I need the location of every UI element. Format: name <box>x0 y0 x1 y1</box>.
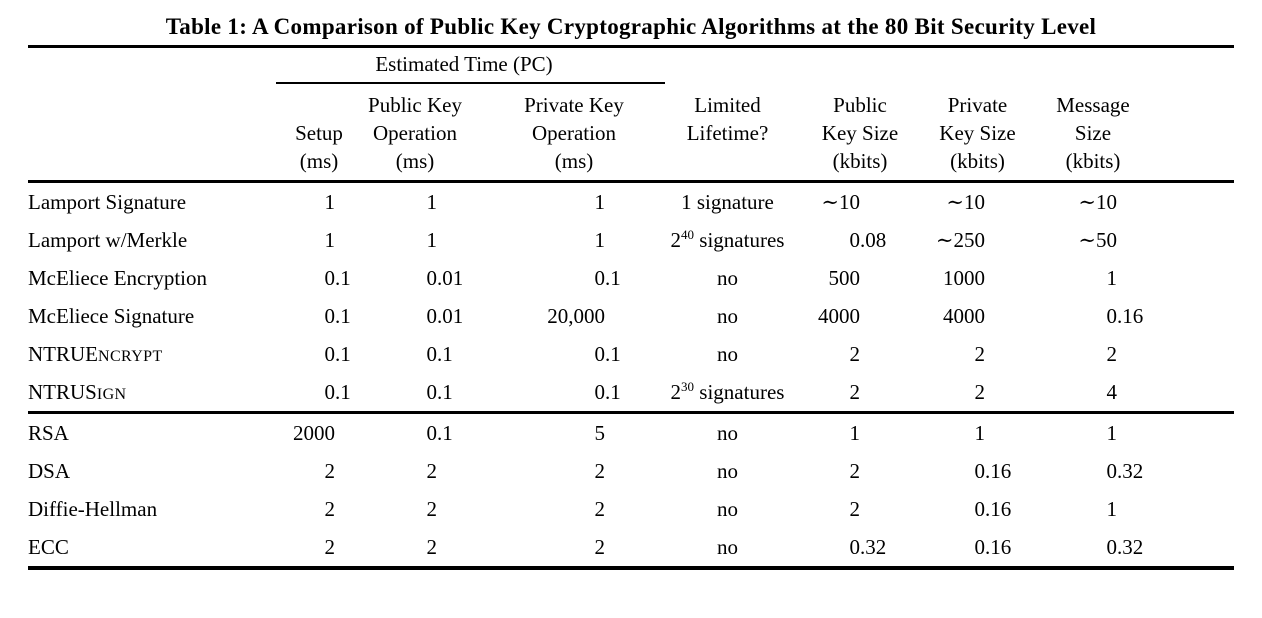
cell-private-key-size <box>915 266 1040 291</box>
lifetime-base: no <box>717 304 738 328</box>
value-integer-part: 0 <box>594 341 605 366</box>
value-integer-part: 0 <box>594 379 605 404</box>
value-fraction-part: .1 <box>437 341 453 366</box>
algorithm-name: NTRUS <box>28 379 97 404</box>
value-integer-part: 1 <box>594 189 605 214</box>
value-fraction-part: .32 <box>1117 534 1144 559</box>
row-label <box>28 266 278 291</box>
value-integer-part: 2 <box>849 458 860 483</box>
lifetime-suffix: signatures <box>694 228 785 252</box>
value-integer-part: 2 <box>849 341 860 366</box>
cell-limited-lifetime <box>650 341 805 367</box>
cell-message-size <box>1040 421 1234 446</box>
row-label <box>28 342 278 367</box>
table-row <box>28 490 1234 528</box>
value-fraction-part: .1 <box>335 379 351 404</box>
lifetime-base: no <box>717 342 738 366</box>
cell-public-key-operation <box>360 190 470 215</box>
algorithm-name: McEliece Signature <box>28 303 195 328</box>
cell-private-key-size <box>915 535 1040 560</box>
row-label <box>28 380 278 405</box>
cell-private-key-size <box>915 497 1040 522</box>
value-integer-part: 0 <box>594 265 605 290</box>
cell-message-size <box>1040 228 1234 253</box>
algorithm-name: DSA <box>28 458 71 483</box>
algorithm-name: Lamport Signature <box>28 189 187 214</box>
value-integer-part: 0 <box>324 265 335 290</box>
value-integer-part: ∼50 <box>1078 227 1117 252</box>
cell-private-key-operation <box>470 459 650 484</box>
algorithm-name: RSA <box>28 420 69 445</box>
table-row <box>28 528 1234 566</box>
value-fraction-part: .32 <box>860 534 887 559</box>
table-row <box>28 335 1234 373</box>
algorithm-name: McEliece Encryption <box>28 265 208 290</box>
value-integer-part: 2 <box>974 341 985 366</box>
page-title: Table 1: A Comparison of Public Key Cryptographic Algorithms at the 80 Bit Security Level <box>165 14 1097 39</box>
column-header-limited-lifetime: Limited Lifetime? <box>686 93 769 145</box>
algorithm-name: Diffie-Hellman <box>28 496 158 521</box>
cell-private-key-size <box>915 421 1040 446</box>
algorithm-name: ECC <box>28 534 69 559</box>
value-integer-part: 0 <box>1106 458 1117 483</box>
value-integer-part: 1 <box>1106 420 1117 445</box>
cell-private-key-operation <box>470 304 650 329</box>
cell-limited-lifetime <box>650 458 805 484</box>
cell-private-key-size <box>915 342 1040 367</box>
row-label <box>28 535 278 560</box>
cell-public-key-size <box>805 497 915 522</box>
column-header-algorithm <box>28 91 278 175</box>
cell-private-key-operation <box>470 380 650 405</box>
column-header-private-key-operation: Private Key Operation (ms) <box>524 93 624 173</box>
value-integer-part: 0 <box>974 458 985 483</box>
cell-setup <box>278 497 360 522</box>
value-integer-part: 0 <box>426 265 437 290</box>
value-integer-part: ∼10 <box>1078 189 1117 214</box>
table-row <box>28 297 1234 335</box>
cell-public-key-size <box>805 380 915 405</box>
value-integer-part: 2 <box>1106 341 1117 366</box>
bottom-rule <box>28 566 1234 570</box>
value-integer-part: 1 <box>324 189 335 214</box>
cell-private-key-operation <box>470 497 650 522</box>
value-integer-part: 2 <box>974 379 985 404</box>
cell-public-key-operation <box>360 266 470 291</box>
cell-private-key-size <box>915 459 1040 484</box>
cell-public-key-operation <box>360 228 470 253</box>
cell-private-key-operation <box>470 190 650 215</box>
value-integer-part: ∼250 <box>935 227 985 252</box>
value-fraction-part: .16 <box>985 496 1012 521</box>
row-label <box>28 304 278 329</box>
cell-private-key-size <box>915 304 1040 329</box>
cell-message-size <box>1040 459 1234 484</box>
value-integer-part: 0 <box>849 227 860 252</box>
value-fraction-part: .32 <box>1117 458 1144 483</box>
cell-setup <box>278 190 360 215</box>
value-integer-part: 2 <box>594 496 605 521</box>
table-row <box>28 414 1234 452</box>
value-integer-part: 4 <box>1106 379 1117 404</box>
value-integer-part: 1 <box>426 189 437 214</box>
value-integer-part: 1 <box>324 227 335 252</box>
cell-private-key-size <box>915 190 1040 215</box>
column-headers <box>28 84 1234 180</box>
cell-message-size <box>1040 266 1234 291</box>
cell-public-key-size <box>805 459 915 484</box>
cell-limited-lifetime <box>650 303 805 329</box>
cell-public-key-operation <box>360 421 470 446</box>
cell-public-key-operation <box>360 380 470 405</box>
value-fraction-part: .16 <box>985 534 1012 559</box>
value-integer-part: 5 <box>594 420 605 445</box>
cell-private-key-size <box>915 228 1040 253</box>
cell-public-key-size <box>805 535 915 560</box>
value-integer-part: 2 <box>324 534 335 559</box>
value-integer-part: 500 <box>828 265 860 290</box>
table-row <box>28 373 1234 411</box>
row-label <box>28 421 278 446</box>
cell-setup <box>278 266 360 291</box>
table-row <box>28 259 1234 297</box>
table-row <box>28 452 1234 490</box>
lifetime-exponent: 40 <box>681 227 695 242</box>
cell-private-key-operation <box>470 342 650 367</box>
value-integer-part: 0 <box>324 303 335 328</box>
value-fraction-part: .16 <box>985 458 1012 483</box>
algorithm-name: Lamport w/Merkle <box>28 227 188 252</box>
cell-private-key-operation <box>470 228 650 253</box>
cell-public-key-size <box>805 266 915 291</box>
lifetime-base: no <box>717 266 738 290</box>
cell-limited-lifetime <box>650 420 805 446</box>
value-integer-part: 2 <box>426 534 437 559</box>
value-fraction-part: .1 <box>437 379 453 404</box>
row-label <box>28 497 278 522</box>
estimated-time-header: Estimated Time (PC) <box>375 52 553 76</box>
value-integer-part: 2 <box>849 379 860 404</box>
value-fraction-part: .01 <box>437 265 464 290</box>
value-integer-part: 0 <box>324 379 335 404</box>
lifetime-exponent: 30 <box>681 379 695 394</box>
value-integer-part: 2000 <box>293 420 335 445</box>
cell-limited-lifetime <box>650 227 805 253</box>
cell-public-key-size <box>805 304 915 329</box>
lifetime-base: 1 signature <box>681 190 774 214</box>
lifetime-base: no <box>717 421 738 445</box>
value-fraction-part: .1 <box>335 265 351 290</box>
value-fraction-part: .1 <box>437 420 453 445</box>
value-fraction-part: .1 <box>605 265 621 290</box>
value-integer-part: 1 <box>594 227 605 252</box>
algorithm-name-smallcaps: IGN <box>96 385 127 403</box>
value-integer-part: 0 <box>426 341 437 366</box>
algorithm-name-smallcaps: NCRYPT <box>98 347 163 365</box>
value-integer-part: 1 <box>1106 496 1117 521</box>
value-integer-part: 1 <box>974 420 985 445</box>
cell-setup <box>278 459 360 484</box>
cell-limited-lifetime <box>650 379 805 405</box>
cell-public-key-operation <box>360 342 470 367</box>
column-header-private-key-size: Private Key Size (kbits) <box>939 93 1016 173</box>
table-row <box>28 221 1234 259</box>
cell-public-key-operation <box>360 497 470 522</box>
value-integer-part: 0 <box>426 420 437 445</box>
cell-setup <box>278 228 360 253</box>
cell-setup <box>278 535 360 560</box>
cell-private-key-size <box>915 380 1040 405</box>
value-integer-part: 1 <box>1106 265 1117 290</box>
value-fraction-part: .1 <box>335 303 351 328</box>
column-header-public-key-operation: Public Key Operation (ms) <box>368 93 462 173</box>
value-integer-part: 2 <box>324 496 335 521</box>
lifetime-base: 2 <box>670 380 682 404</box>
value-fraction-part: .08 <box>860 227 887 252</box>
cell-setup <box>278 421 360 446</box>
cell-public-key-size <box>805 190 915 215</box>
cell-public-key-size <box>805 421 915 446</box>
cell-private-key-operation <box>470 421 650 446</box>
lifetime-base: no <box>717 497 738 521</box>
value-integer-part: 20,000 <box>547 303 605 328</box>
cell-public-key-size <box>805 342 915 367</box>
value-integer-part: 2 <box>594 534 605 559</box>
cell-message-size <box>1040 190 1234 215</box>
value-integer-part: 1 <box>426 227 437 252</box>
cell-limited-lifetime <box>650 496 805 522</box>
cell-setup <box>278 380 360 405</box>
value-integer-part: 2 <box>849 496 860 521</box>
cell-public-key-operation <box>360 304 470 329</box>
value-integer-part: 1 <box>849 420 860 445</box>
row-label <box>28 228 278 253</box>
value-fraction-part: .1 <box>335 341 351 366</box>
cell-public-key-size <box>805 228 915 253</box>
value-integer-part: 0 <box>426 379 437 404</box>
cell-setup <box>278 304 360 329</box>
lifetime-base: no <box>717 535 738 559</box>
cell-message-size <box>1040 380 1234 405</box>
value-fraction-part: .01 <box>437 303 464 328</box>
value-integer-part: 2 <box>426 496 437 521</box>
value-fraction-part: .1 <box>605 341 621 366</box>
cell-message-size <box>1040 304 1234 329</box>
column-header-message-size: Message Size (kbits) <box>1056 93 1130 173</box>
value-fraction-part: .1 <box>605 379 621 404</box>
cell-public-key-operation <box>360 535 470 560</box>
value-integer-part: 4000 <box>818 303 860 328</box>
cell-limited-lifetime <box>650 265 805 291</box>
table-row <box>28 183 1234 221</box>
value-integer-part: 0 <box>1106 534 1117 559</box>
lifetime-base: no <box>717 459 738 483</box>
value-integer-part: 4000 <box>943 303 985 328</box>
column-header-setup: Setup (ms) <box>295 121 343 173</box>
cell-private-key-operation <box>470 266 650 291</box>
algorithm-name: NTRUE <box>28 341 98 366</box>
value-integer-part: 2 <box>426 458 437 483</box>
estimated-time-group <box>0 48 1262 82</box>
value-integer-part: 0 <box>974 534 985 559</box>
cell-private-key-operation <box>470 535 650 560</box>
value-fraction-part: .16 <box>1117 303 1144 328</box>
cell-limited-lifetime <box>650 534 805 560</box>
value-integer-part: 2 <box>594 458 605 483</box>
lifetime-suffix: signatures <box>694 380 785 404</box>
column-header-public-key-size: Public Key Size (kbits) <box>821 93 899 173</box>
lifetime-base: 2 <box>670 228 682 252</box>
cell-setup <box>278 342 360 367</box>
value-integer-part: 1000 <box>943 265 985 290</box>
value-integer-part: 0 <box>426 303 437 328</box>
cell-message-size <box>1040 497 1234 522</box>
value-integer-part: 0 <box>974 496 985 521</box>
cell-message-size <box>1040 342 1234 367</box>
cell-message-size <box>1040 535 1234 560</box>
value-integer-part: 0 <box>849 534 860 559</box>
value-integer-part: 2 <box>324 458 335 483</box>
value-integer-part: ∼10 <box>946 189 985 214</box>
cell-public-key-operation <box>360 459 470 484</box>
value-integer-part: 0 <box>324 341 335 366</box>
cell-limited-lifetime <box>650 189 805 215</box>
value-integer-part: 0 <box>1106 303 1117 328</box>
value-integer-part: ∼10 <box>821 189 860 214</box>
row-label <box>28 459 278 484</box>
row-label <box>28 190 278 215</box>
